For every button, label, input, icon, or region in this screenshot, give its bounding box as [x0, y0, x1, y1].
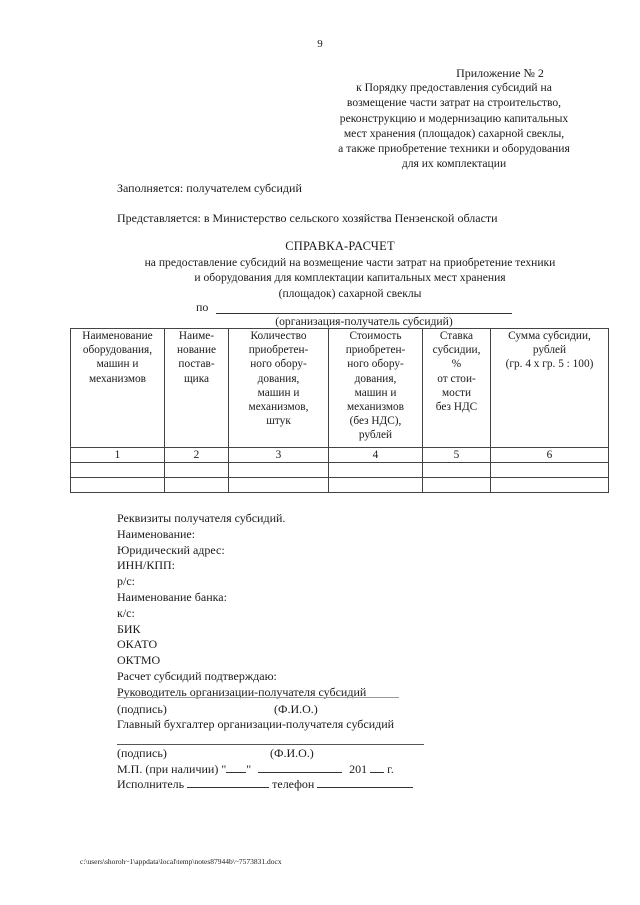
header-subsidy-rate [423, 329, 491, 448]
column-number: 6 [491, 448, 609, 463]
page-number: 9 [317, 38, 323, 50]
table-cell[interactable] [71, 478, 165, 493]
annex-line: к Порядку предоставления субсидий на [356, 81, 552, 94]
header-line: дования, [257, 372, 300, 385]
header-line: рублей [532, 344, 567, 357]
file-path-footer: c:\users\shoroh~1\appdata\local\temp\notes87944b\~7573831.docx [80, 857, 282, 866]
table-header-row [71, 329, 609, 448]
column-number: 5 [423, 448, 491, 463]
requisite-okato: ОКАТО [117, 637, 158, 652]
header-line: без НДС [435, 401, 478, 414]
header-line: Сумма субсидии, [508, 330, 591, 342]
header-subsidy-sum [491, 329, 609, 448]
document-subtitle [70, 255, 630, 301]
signature-caption: (подпись) [117, 746, 167, 760]
table-cell[interactable] [165, 463, 229, 478]
column-number: 1 [71, 448, 165, 463]
table-cell[interactable] [329, 478, 423, 493]
annex-title: Приложение № 2 [456, 66, 544, 80]
submitted-to-note: Представляется: в Министерство сельского хозяйства Пензенской области [117, 211, 498, 225]
table-cell[interactable] [229, 463, 329, 478]
header-line: щика [183, 372, 210, 385]
header-line: % [451, 358, 462, 371]
header-line: машин и [354, 386, 397, 399]
header-line: (без НДС), [349, 415, 402, 428]
subtitle-line: (площадок) сахарной свеклы [278, 286, 422, 300]
executor-blank[interactable] [187, 777, 269, 788]
annex-line: реконструкцию и модернизацию капитальных [339, 111, 569, 125]
seal-date-line [117, 762, 394, 777]
year-suffix: г. [387, 762, 394, 776]
header-line: дования, [354, 372, 397, 385]
header-supplier-name [165, 329, 229, 448]
confirmation-text: Расчет субсидий подтверждаю: [117, 668, 277, 683]
header-quantity [229, 329, 329, 448]
organization-caption: (организация-получатель субсидий) [275, 315, 453, 328]
organization-fill-line [216, 313, 512, 314]
table-cell[interactable] [165, 478, 229, 493]
column-number-row [71, 448, 609, 463]
header-line: мости [441, 386, 472, 399]
header-line: от стои- [437, 372, 476, 385]
table-cell[interactable] [423, 463, 491, 478]
quote-close: " [246, 762, 252, 776]
annex-line: возмещение части затрат на строительство, [346, 96, 562, 110]
year-blank[interactable] [370, 762, 384, 773]
phone-label: телефон [272, 777, 315, 791]
header-line: Стоимость [349, 330, 402, 342]
chief-accountant-label: Главный бухгалтер организации-получателя субсидий [117, 717, 395, 731]
requisite-name: Наименование: [117, 526, 196, 541]
day-blank[interactable] [226, 762, 246, 773]
header-line: (гр. 4 x гр. 5 : 100) [505, 358, 594, 371]
po-label: по [196, 300, 209, 314]
header-equipment-name [71, 329, 165, 448]
header-line: ного обору- [250, 358, 307, 371]
annex-line: а также приобретение техники и оборудования [338, 142, 570, 156]
requisite-account: р/с: [117, 574, 135, 589]
requisites-block [117, 511, 366, 701]
requisite-legal-address: Юридический адрес: [117, 542, 225, 557]
head-of-organization-label: Руководитель организации-получателя субсидий [117, 684, 367, 699]
phone-blank[interactable] [317, 777, 413, 788]
header-line: Количество [250, 330, 307, 342]
requisite-oktmo: ОКТМО [117, 653, 161, 668]
header-line: Наиме- [178, 330, 215, 342]
fio-caption: (Ф.И.О.) [270, 746, 314, 760]
signature-caption: (подпись) [117, 702, 167, 716]
header-line: ного обору- [347, 358, 404, 371]
requisites-heading: Реквизиты получателя субсидий. [117, 511, 286, 525]
column-number: 4 [329, 448, 423, 463]
executor-label: Исполнитель [117, 777, 185, 791]
header-line: рублей [358, 429, 393, 442]
accountant-signature-line [117, 744, 424, 745]
head-signature-line [117, 697, 399, 698]
header-line: Наименование [82, 330, 153, 342]
header-line: нование [177, 344, 216, 357]
seal-label: М.П. (при наличии) " [117, 762, 227, 776]
header-line: машин и [257, 386, 300, 399]
header-line: механизмов, [248, 401, 309, 414]
annex-line: для их комплектации [401, 157, 507, 171]
requisite-inn-kpp: ИНН/КПП: [117, 558, 176, 573]
table-cell[interactable] [491, 463, 609, 478]
header-line: механизмов [346, 401, 405, 414]
table-cell[interactable] [423, 478, 491, 493]
header-line: приобретен- [248, 344, 309, 357]
requisite-bank-name: Наименование банка: [117, 589, 227, 604]
annex-line: мест хранения (площадок) сахарной свеклы, [343, 126, 565, 140]
fio-caption: (Ф.И.О.) [274, 702, 318, 716]
table-cell[interactable] [329, 463, 423, 478]
document-title: СПРАВКА-РАСЧЕТ [285, 239, 395, 253]
table-cell[interactable] [491, 478, 609, 493]
table-row [71, 463, 609, 478]
header-line: субсидии, [432, 344, 481, 357]
month-blank[interactable] [258, 762, 342, 773]
header-line: механизмов [88, 372, 147, 385]
subtitle-line: на предоставление субсидий на возмещение части затрат на приобретение техники [144, 256, 556, 269]
year-prefix: 201 [349, 762, 368, 776]
table-row [71, 478, 609, 493]
subtitle-line: и оборудования для комплектации капитальных мест хранения [194, 271, 506, 285]
calculation-table [70, 328, 609, 493]
table-cell[interactable] [229, 478, 329, 493]
annex-description [318, 80, 590, 172]
header-line: машин и [96, 358, 139, 371]
header-line: приобретен- [345, 344, 406, 357]
header-line: штук [266, 415, 291, 428]
header-line: Ставка [439, 330, 474, 342]
header-line: оборудования, [82, 344, 153, 357]
filled-by-note: Заполняется: получателем субсидий [117, 181, 302, 195]
requisite-bik: БИК [117, 621, 141, 636]
table-cell[interactable] [71, 463, 165, 478]
header-line: постав- [178, 358, 215, 371]
column-number: 2 [165, 448, 229, 463]
column-number: 3 [229, 448, 329, 463]
header-cost [329, 329, 423, 448]
requisite-correspondent-account: к/с: [117, 605, 135, 620]
executor-line [117, 777, 413, 792]
